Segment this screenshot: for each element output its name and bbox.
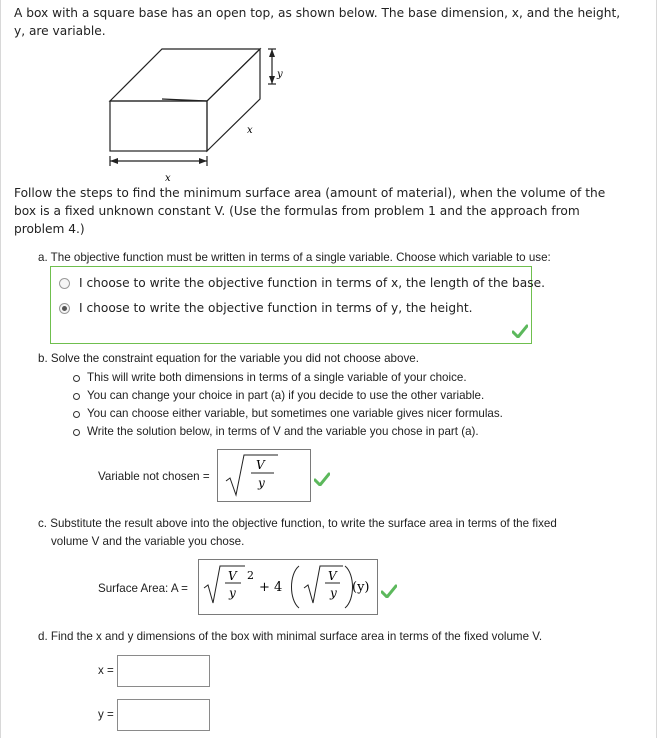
option-x-label[interactable]: I choose to write the objective function in terms of x, the length of the base. xyxy=(79,276,545,290)
denominator-1: y xyxy=(229,586,236,600)
variable-not-chosen-label: Variable not chosen = xyxy=(98,470,210,483)
figure-label-x-bottom: x xyxy=(165,173,171,184)
option-x-radio[interactable] xyxy=(59,278,70,289)
part-b-bullet-2: You can change your choice in part (a) if you decide to use the other variable. xyxy=(87,389,485,402)
part-d-prompt: d. Find the x and y dimensions of the box with minimal surface area in terms of the fixed volume V. xyxy=(38,630,543,643)
y-answer-input[interactable] xyxy=(117,699,210,731)
sqrt-fraction xyxy=(224,451,284,501)
figure-label-y: y xyxy=(277,69,283,80)
part-c-prompt-line-2: volume V and the variable you chose. xyxy=(51,535,245,548)
part-b-prompt: b. Solve the constraint equation for the variable you did not choose above. xyxy=(38,352,419,365)
figure-label-x-side: x xyxy=(247,125,253,136)
correct-check-icon xyxy=(512,324,528,338)
exponent-2: 2 xyxy=(247,569,254,582)
instructions-line-1: Follow the steps to find the minimum surface area (amount of material), when the volume of the xyxy=(14,186,606,200)
numerator-2: V xyxy=(328,569,337,583)
part-a-prompt: a. The objective function must be written in terms of a single variable. Choose which variable to use: xyxy=(38,251,551,264)
instructions-line-3: problem 4.) xyxy=(14,222,85,236)
part-b-bullet-1: This will write both dimensions in terms of a single variable of your choice. xyxy=(87,371,467,384)
instructions-line-2: box is a fixed unknown constant V. (Use the formulas from problem 1 and the approach from xyxy=(14,204,580,218)
bullet xyxy=(73,429,80,436)
plus-four: + 4 xyxy=(259,580,283,595)
correct-check-icon xyxy=(314,472,330,486)
bullet xyxy=(73,375,80,382)
part-b-bullet-3: You can choose either variable, but sometimes one variable gives nicer formulas. xyxy=(87,407,503,420)
surface-area-expression xyxy=(199,560,377,614)
numerator-1: V xyxy=(228,569,237,583)
intro-line-1: A box with a square base has an open top, as shown below. The base dimension, x, and the height, xyxy=(14,6,621,20)
correct-check-icon xyxy=(381,584,397,598)
part-c-prompt-line-1: c. Substitute the result above into the objective function, to write the surface area in terms of the fixed xyxy=(38,517,557,530)
surface-area-answer[interactable] xyxy=(198,559,378,615)
x-answer-input[interactable] xyxy=(117,655,210,687)
option-y-label[interactable]: I choose to write the objective function in terms of y, the height. xyxy=(79,301,473,315)
variable-not-chosen-answer[interactable] xyxy=(217,449,311,502)
intro-line-2: y, are variable. xyxy=(14,24,106,38)
x-input-label: x = xyxy=(98,664,114,677)
bullet xyxy=(73,393,80,400)
factor-y: (y) xyxy=(352,580,370,595)
bullet xyxy=(73,411,80,418)
denominator-2: y xyxy=(330,586,337,600)
y-input-label: y = xyxy=(98,708,114,721)
part-b-bullet-4: Write the solution below, in terms of V and the variable you chose in part (a). xyxy=(87,425,479,438)
box-figure xyxy=(100,44,300,184)
surface-area-label: Surface Area: A = xyxy=(98,582,188,595)
fraction-numerator: V xyxy=(256,458,265,472)
fraction-denominator: y xyxy=(258,476,265,490)
option-y-radio[interactable] xyxy=(59,303,70,314)
